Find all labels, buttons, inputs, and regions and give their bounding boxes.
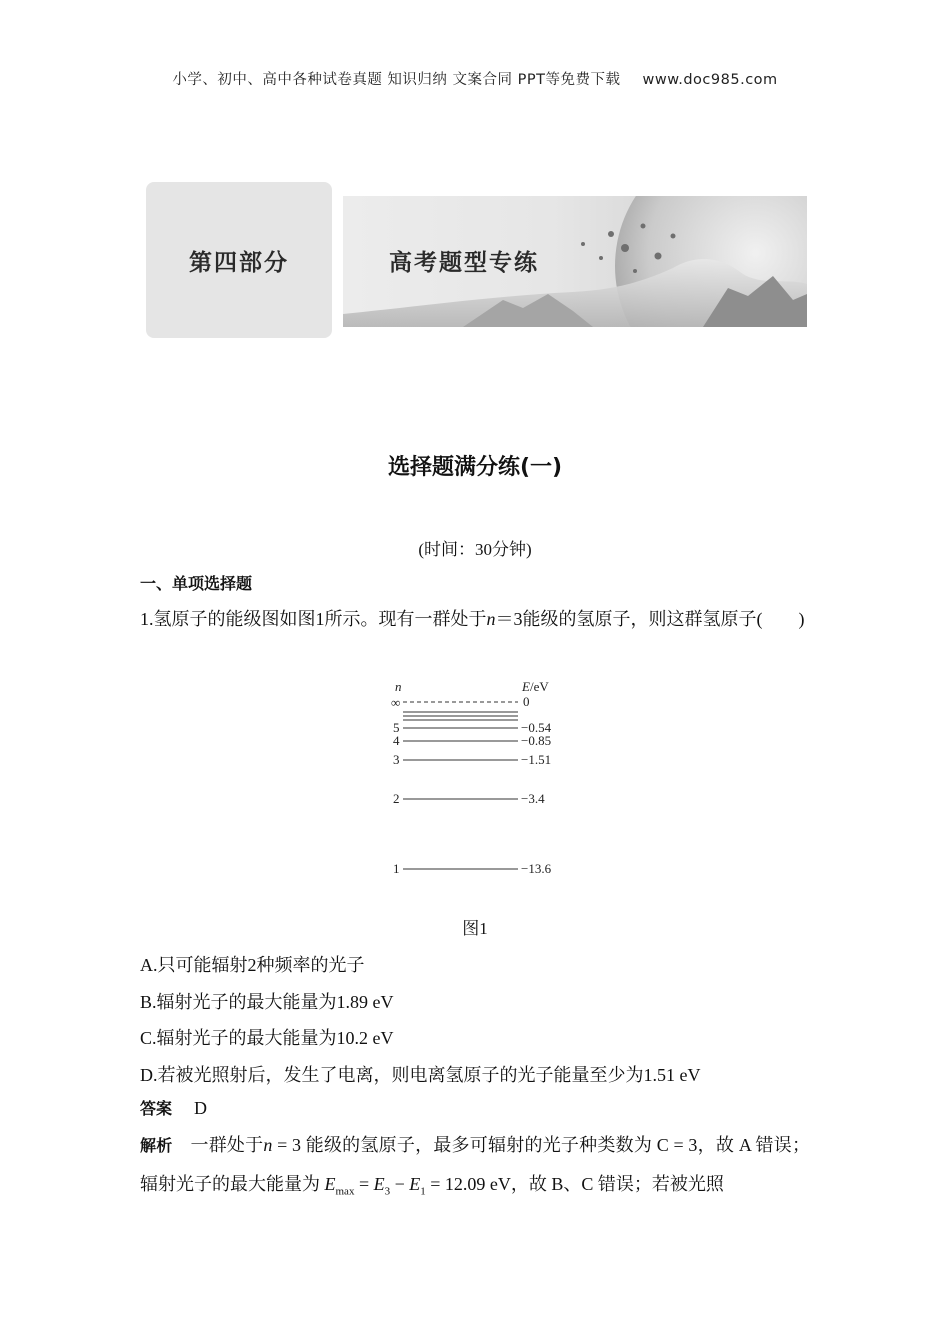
e-axis-label: E/eV [522,679,549,694]
site-header [0,68,950,89]
question-stem: 1.氢原子的能级图如图1所示。现有一群处于n＝3能级的氢原子，则这群氢原子( ) [140,609,805,629]
option-d: D.若被光照射后，发生了电离，则电离氢原子的光子能量至少为1.51 eV [140,1065,701,1085]
option-b: B.辐射光子的最大能量为1.89 eV [140,992,394,1012]
level-e-inf: 0 [523,694,530,709]
part-label: 第四部分 [189,250,289,276]
n-axis-label: n [395,679,402,694]
time-note: (时间：30分钟) [418,540,532,559]
explanation: 解析 一群处于n = 3 能级的氢原子，最多可辐射的光子种类数为 C = 3，故 A 错误；辐射光子的最大能量为 $E_{max} = E_3 - E_1 = 12.09$ eV，故 B、C 错误；若被光照 [140,1135,811,1198]
level-n-2: 2 [393,791,400,806]
level-n-1: 1 [393,861,400,876]
section-heading: 一、单项选择题 [140,574,253,593]
explanation-label: 解析 [140,1136,173,1155]
answer-line [140,1096,207,1119]
level-e-1: −13.6 [521,861,552,876]
option-a: A.只可能辐射2种频率的光子 [140,955,365,975]
subtitle-label: 高考题型专练 [389,250,539,276]
level-n-5: 5 [393,720,400,735]
answer-value: D [194,1098,208,1118]
header-url[interactable]: www.doc985.com [642,72,778,88]
answer-label: 答案 [140,1099,173,1118]
level-n-3: 3 [393,752,400,767]
option-c: C.辐射光子的最大能量为10.2 eV [140,1028,394,1048]
page-title: 选择题满分练(一) [387,455,563,480]
level-n-4: 4 [393,733,400,748]
level-n-inf: ∞ [391,695,401,710]
level-e-2: −3.4 [521,791,545,806]
level-e-5: −0.54 [521,720,552,735]
energy-level-diagram [385,676,585,881]
subtitle-banner [343,196,807,327]
header-text: 小学、初中、高中各种试卷真题 知识归纳 文案合同 PPT等免费下载 [172,72,621,88]
level-e-4: −0.85 [521,733,552,748]
figure-caption: 图1 [462,919,488,938]
part-banner [146,182,332,338]
level-e-3: −1.51 [521,752,552,767]
